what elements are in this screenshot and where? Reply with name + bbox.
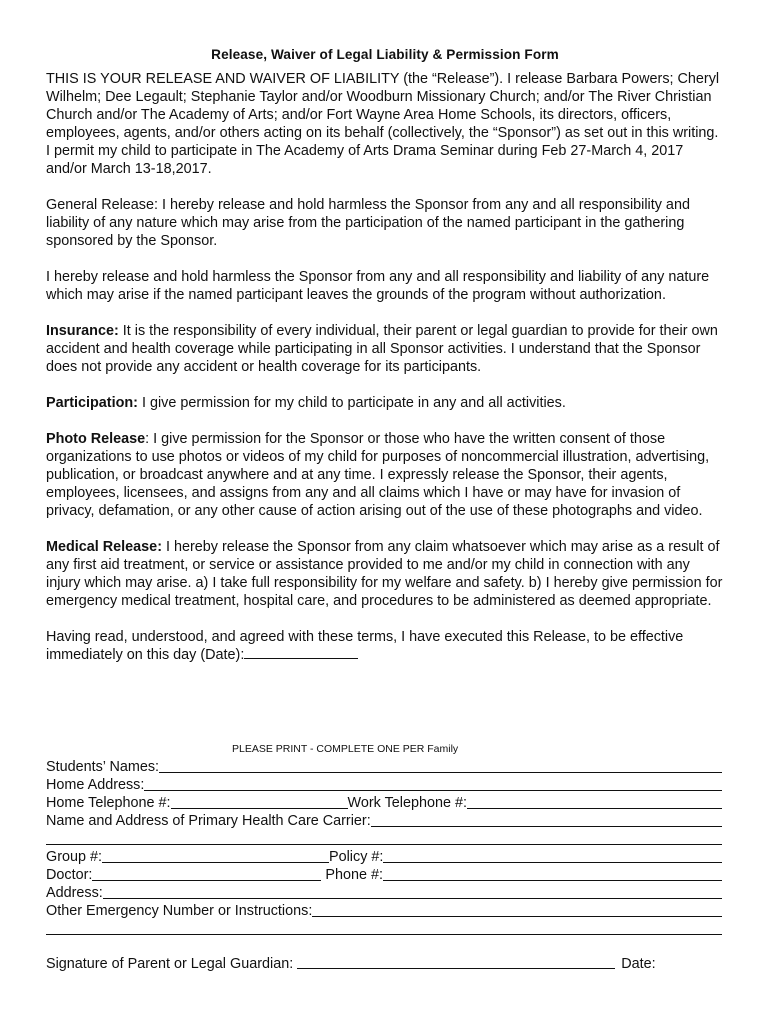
phone-input-line[interactable] bbox=[383, 867, 722, 881]
medical-release-text: I hereby release the Sponsor from any claim whatsoever which may arise as a result of any first aid treatment, or service or assistance provided to me and/or my child in connection with any injury which may arise. a) I take full responsibility for my welfare and safety. b) I hereby give permission for emergency medical treatment, hospital care, and procedures to be administered as deemed appropriate. bbox=[46, 539, 723, 609]
date-input-area[interactable] bbox=[656, 956, 726, 969]
home-phone-input-line[interactable] bbox=[171, 795, 348, 809]
group-input-line[interactable] bbox=[102, 849, 329, 863]
other-label: Other Emergency Number or Instructions: bbox=[46, 903, 313, 919]
carrier-label: Name and Address of Primary Health Care Carrier: bbox=[46, 813, 371, 829]
doctor-row bbox=[46, 866, 722, 884]
home-address-input-line[interactable] bbox=[144, 777, 722, 791]
medical-release-paragraph bbox=[46, 538, 726, 610]
photo-release-text: : I give permission for the Sponsor or those who have the written consent of those organizations to use photos or videos of my child for purposes of noncommercial illustration, advertising, publication, or broadcast anywhere and at any time. I expressly release the Sponsor, their agents, employees, licensees, and assigns from any and all claims which I have or may have for invasion of privacy, defamation, or any other cause of action arising out of the use of these photographs and video. bbox=[46, 431, 710, 519]
print-note: PLEASE PRINT - COMPLETE ONE PER Family bbox=[232, 743, 459, 755]
signature-input-line[interactable] bbox=[297, 955, 615, 969]
agreement-paragraph bbox=[46, 628, 726, 664]
address-label: Address: bbox=[46, 885, 103, 901]
carrier-input-line[interactable] bbox=[371, 813, 722, 827]
group-label: Group #: bbox=[46, 849, 102, 865]
address-input-line[interactable] bbox=[103, 885, 722, 899]
doctor-label: Doctor: bbox=[46, 867, 93, 883]
other-continuation-row bbox=[46, 920, 722, 938]
permit-paragraph: I permit my child to participate in The Academy of Arts Drama Seminar during Feb 27-March 4, 2017 and/or March 13-18,2017. bbox=[46, 143, 684, 177]
medical-release-heading: Medical Release: bbox=[46, 539, 162, 555]
insurance-text: It is the responsibility of every individual, their parent or legal guardian to provide for their own accident and health coverage while participating in all Sponsor activities. I understand that the Sponsor does not provide any accident or health coverage for its participants. bbox=[46, 323, 718, 375]
agreement-date-line[interactable] bbox=[244, 646, 358, 659]
carrier-continuation-row bbox=[46, 830, 722, 848]
carrier-continuation-line[interactable] bbox=[46, 831, 722, 845]
participation-text: I give permission for my child to participate in any and all activities. bbox=[137, 395, 566, 411]
policy-label: Policy #: bbox=[329, 849, 384, 865]
address-row bbox=[46, 884, 722, 902]
doctor-input-line[interactable] bbox=[92, 867, 321, 881]
other-input-line[interactable] bbox=[312, 903, 722, 917]
participation-paragraph bbox=[46, 394, 726, 412]
work-phone-label: Work Telephone #: bbox=[347, 795, 468, 811]
home-phone-label: Home Telephone #: bbox=[46, 795, 171, 811]
other-row bbox=[46, 902, 722, 920]
signature-label: Signature of Parent or Legal Guardian: bbox=[46, 956, 294, 972]
home-address-label: Home Address: bbox=[46, 777, 145, 793]
students-input-line[interactable] bbox=[159, 759, 722, 773]
phone-label: Phone #: bbox=[325, 867, 384, 883]
students-label: Students’ Names: bbox=[46, 759, 160, 775]
grounds-paragraph: I hereby release and hold harmless the Sponsor from any and all responsibility and liability of any nature which may arise if the named participant leaves the grounds of the program without authorization. bbox=[46, 269, 710, 303]
participation-heading: Participation: bbox=[46, 395, 138, 411]
form-title: Release, Waiver of Legal Liability & Permission Form bbox=[211, 47, 559, 62]
intro-paragraph: THIS IS YOUR RELEASE AND WAIVER OF LIABILITY (the “Release”). I release Barbara Powers; Cheryl Wilhelm; Dee Legault; Stephanie Taylor and/or Woodburn Missionary Church; and/or The River Christian Church and/or The Academy of Arts; and/or Fort Wayne Area Home Schools, its directors, officers, employees, agents, and/or others acting on its behalf (collectively, the “Sponsor”) as set out in this writing. bbox=[46, 71, 720, 141]
group-policy-row bbox=[46, 848, 722, 866]
general-release-paragraph: General Release: I hereby release and hold harmless the Sponsor from any and all responsibility and liability of any nature which may arise from the participation of the named participant in the gathering sponsored by the Sponsor. bbox=[46, 197, 690, 249]
photo-release-heading: Photo Release bbox=[46, 431, 146, 447]
policy-input-line[interactable] bbox=[383, 849, 722, 863]
telephone-row bbox=[46, 794, 722, 812]
contact-fields bbox=[46, 758, 722, 938]
insurance-paragraph bbox=[46, 322, 726, 376]
work-phone-input-line[interactable] bbox=[467, 795, 722, 809]
insurance-heading: Insurance: bbox=[46, 323, 119, 339]
home-address-row bbox=[46, 776, 722, 794]
students-row bbox=[46, 758, 722, 776]
date-label: Date: bbox=[621, 956, 656, 972]
signature-row bbox=[46, 955, 726, 972]
photo-release-paragraph bbox=[46, 430, 726, 520]
carrier-row bbox=[46, 812, 722, 830]
form-body bbox=[46, 70, 726, 664]
agreement-text: Having read, understood, and agreed with these terms, I have executed this Release, to be effective immediately on this day (Date): bbox=[46, 629, 684, 663]
other-continuation-line[interactable] bbox=[46, 921, 722, 935]
